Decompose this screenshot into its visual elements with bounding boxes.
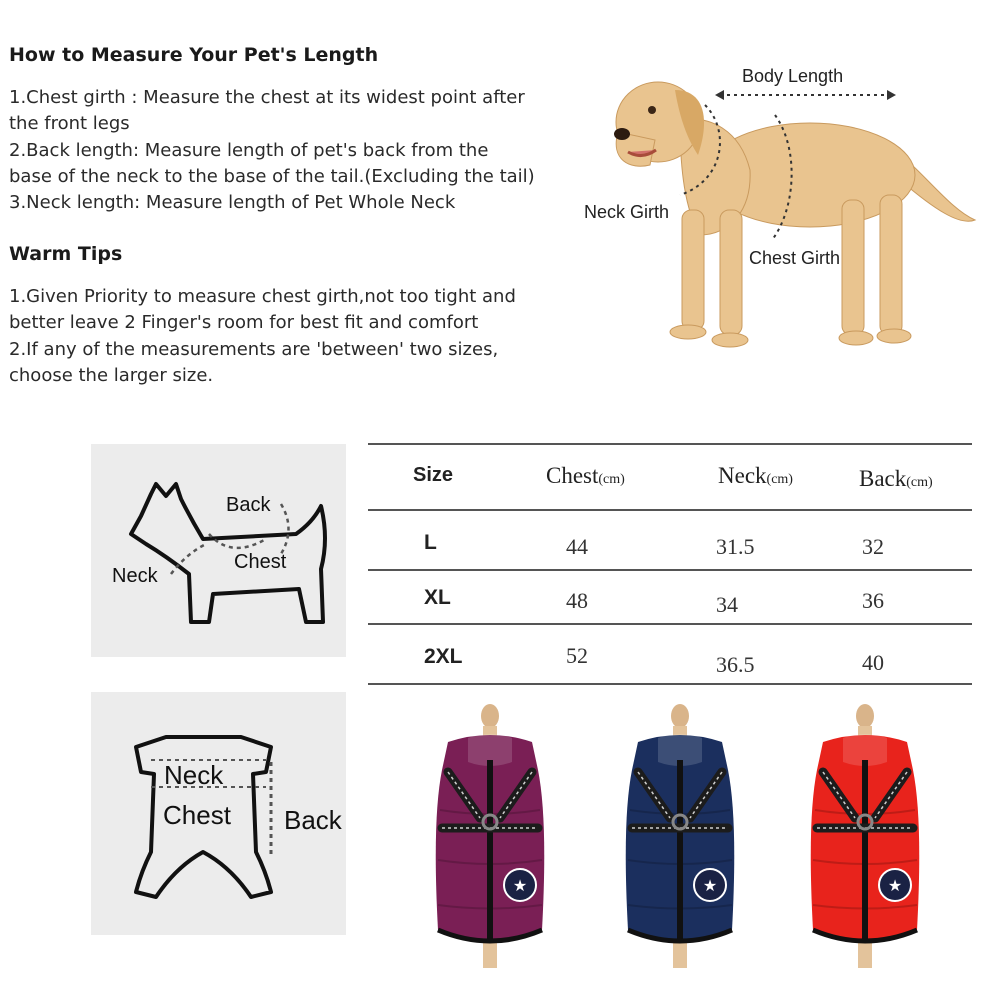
dog-diagram-chest-label: Chest xyxy=(234,551,287,573)
product-images xyxy=(410,700,950,970)
purple-vest-image xyxy=(436,704,545,968)
table-row-size: 2XL xyxy=(424,645,463,668)
tip-line: 1.Given Priority to measure chest girth,not too tight and xyxy=(9,286,516,307)
measure-line: 3.Neck length: Measure length of Pet Whole Neck xyxy=(9,192,456,213)
header-back: Back(cm) xyxy=(859,466,933,491)
measure-line: base of the neck to the base of the tail.(Excluding the tail) xyxy=(9,166,535,187)
table-row-neck: 31.5 xyxy=(716,534,755,559)
dog-outline-diagram xyxy=(91,444,346,657)
table-row-size: L xyxy=(424,531,437,554)
tip-line: choose the larger size. xyxy=(9,365,214,386)
table-rule xyxy=(368,443,972,445)
chest-girth-label: Chest Girth xyxy=(749,248,841,268)
header-neck: Neck(cm) xyxy=(718,463,793,488)
tip-line: 2.If any of the measurements are 'between' two sizes, xyxy=(9,339,499,360)
navy-vest-image xyxy=(626,704,735,968)
table-row-back: 36 xyxy=(862,588,884,613)
dog-diagram-neck-label: Neck xyxy=(112,565,158,587)
body-length-label: Body Length xyxy=(742,66,844,86)
table-rule xyxy=(368,623,972,625)
neck-girth-label: Neck Girth xyxy=(584,202,670,222)
table-row-back: 32 xyxy=(862,534,884,559)
table-row-chest: 48 xyxy=(566,588,588,613)
measure-line: 1.Chest girth : Measure the chest at its widest point after xyxy=(9,87,525,108)
table-rule xyxy=(368,569,972,571)
tip-line: better leave 2 Finger's room for best fit and comfort xyxy=(9,312,479,333)
header-size: Size xyxy=(413,464,454,486)
table-row-back: 40 xyxy=(862,650,884,675)
table-rule xyxy=(368,683,972,685)
table-row-chest: 52 xyxy=(566,643,588,668)
table-row-size: XL xyxy=(424,586,451,609)
measure-heading: How to Measure Your Pet's Length xyxy=(9,44,379,66)
measure-line: 2.Back length: Measure length of pet's back from the xyxy=(9,140,489,161)
table-row-neck: 34 xyxy=(716,592,738,617)
table-row-chest: 44 xyxy=(566,534,588,559)
coat-diagram-back-label: Back xyxy=(284,805,342,835)
red-vest-image xyxy=(811,704,920,968)
header-chest: Chest(cm) xyxy=(546,463,625,488)
coat-diagram-neck-label: Neck xyxy=(164,760,224,790)
measure-line: the front legs xyxy=(9,113,130,134)
table-row-neck: 36.5 xyxy=(716,652,755,677)
table-rule xyxy=(368,509,972,511)
coat-diagram-chest-label: Chest xyxy=(163,800,231,830)
tips-heading: Warm Tips xyxy=(9,243,123,265)
dog-diagram-back-label: Back xyxy=(226,494,271,516)
